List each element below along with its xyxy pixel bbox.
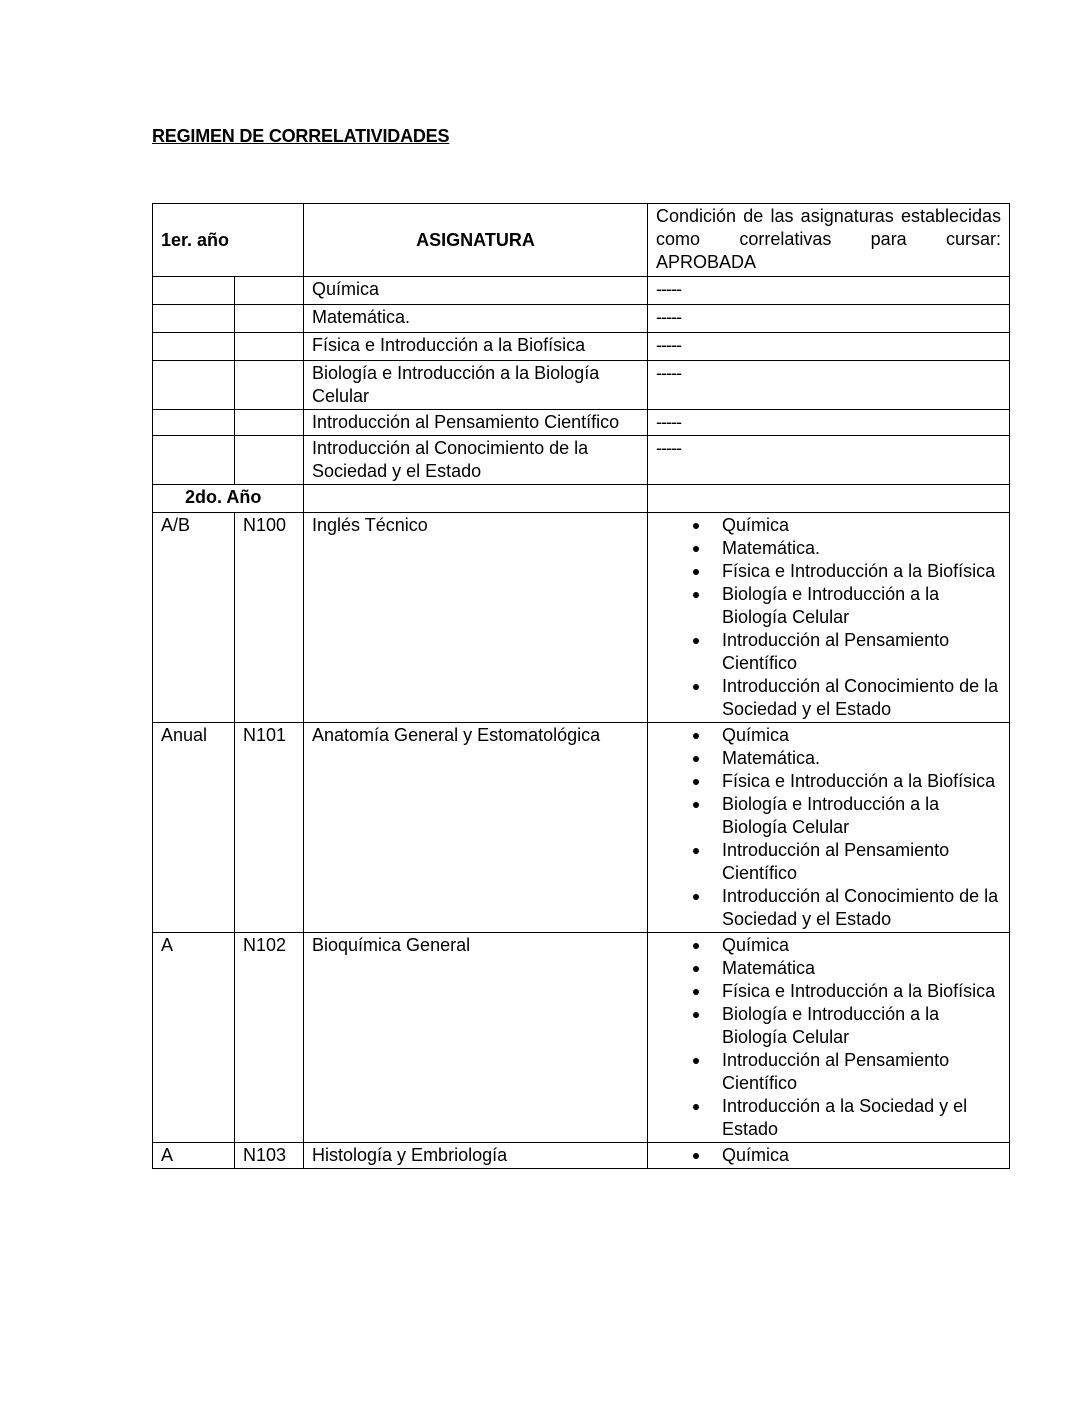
table-row bbox=[153, 410, 1010, 436]
code-cell: N100 bbox=[235, 513, 304, 723]
code-cell bbox=[235, 305, 304, 333]
list-item: Introducción al Conocimiento de la Sociedad y el Estado bbox=[722, 675, 1001, 721]
code-cell bbox=[235, 436, 304, 485]
code-cell: N101 bbox=[235, 723, 304, 933]
list-item: Matemática bbox=[722, 957, 1001, 980]
list-item: Biología e Introducción a la Biología Celular bbox=[722, 1003, 1001, 1049]
subject-cell: Química bbox=[304, 277, 648, 305]
prereq-cell bbox=[648, 723, 1010, 933]
correlatives-table bbox=[152, 203, 1010, 1169]
prereq-cell bbox=[648, 1143, 1010, 1169]
table-row bbox=[153, 1143, 1010, 1169]
condition-cell bbox=[648, 485, 1010, 513]
subject-cell: Física e Introducción a la Biofísica bbox=[304, 333, 648, 361]
condition-cell: ----- bbox=[648, 333, 1010, 361]
list-item: Química bbox=[722, 724, 1001, 747]
condition-cell: ----- bbox=[648, 277, 1010, 305]
subject-cell: Matemática. bbox=[304, 305, 648, 333]
table-row bbox=[153, 333, 1010, 361]
table-row bbox=[153, 277, 1010, 305]
condition-cell: ----- bbox=[648, 410, 1010, 436]
table-row bbox=[153, 436, 1010, 485]
list-item: Matemática. bbox=[722, 747, 1001, 770]
list-item: Introducción al Pensamiento Científico bbox=[722, 629, 1001, 675]
code-cell bbox=[235, 333, 304, 361]
subject-cell: Histología y Embriología bbox=[304, 1143, 648, 1169]
regime-cell bbox=[153, 305, 235, 333]
list-item: Física e Introducción a la Biofísica bbox=[722, 770, 1001, 793]
code-cell bbox=[235, 361, 304, 410]
list-item: Matemática. bbox=[722, 537, 1001, 560]
subject-cell: Biología e Introducción a la Biología Celular bbox=[304, 361, 648, 410]
table-header-row bbox=[153, 204, 1010, 277]
regime-cell: A bbox=[153, 933, 235, 1143]
prereq-list bbox=[656, 934, 1001, 1141]
prereq-list bbox=[656, 1144, 1001, 1167]
subject-cell: Introducción al Conocimiento de la Sociedad y el Estado bbox=[304, 436, 648, 485]
header-year-cell: 1er. año bbox=[153, 204, 304, 277]
regime-cell bbox=[153, 410, 235, 436]
list-item: Química bbox=[722, 514, 1001, 537]
list-item: Física e Introducción a la Biofísica bbox=[722, 560, 1001, 583]
header-subject-cell: ASIGNATURA bbox=[304, 204, 648, 277]
table-row bbox=[153, 513, 1010, 723]
regime-cell bbox=[153, 277, 235, 305]
prereq-list bbox=[656, 724, 1001, 931]
document-title: REGIMEN DE CORRELATIVIDADES bbox=[152, 126, 450, 146]
subject-cell bbox=[304, 485, 648, 513]
list-item: Química bbox=[722, 934, 1001, 957]
table-row bbox=[153, 723, 1010, 933]
subject-cell: Inglés Técnico bbox=[304, 513, 648, 723]
code-cell: N103 bbox=[235, 1143, 304, 1169]
code-cell bbox=[235, 410, 304, 436]
regime-cell bbox=[153, 333, 235, 361]
regime-cell: A bbox=[153, 1143, 235, 1169]
list-item: Biología e Introducción a la Biología Celular bbox=[722, 793, 1001, 839]
prereq-list bbox=[656, 514, 1001, 721]
year-section-label: 2do. Año bbox=[153, 485, 304, 513]
table-row bbox=[153, 933, 1010, 1143]
list-item: Introducción al Pensamiento Científico bbox=[722, 839, 1001, 885]
condition-cell: ----- bbox=[648, 361, 1010, 410]
table-row bbox=[153, 305, 1010, 333]
list-item: Introducción al Conocimiento de la Sociedad y el Estado bbox=[722, 885, 1001, 931]
condition-cell: ----- bbox=[648, 436, 1010, 485]
list-item: Introducción al Pensamiento Científico bbox=[722, 1049, 1001, 1095]
regime-cell bbox=[153, 436, 235, 485]
prereq-cell bbox=[648, 933, 1010, 1143]
subject-cell: Bioquímica General bbox=[304, 933, 648, 1143]
subject-cell: Anatomía General y Estomatológica bbox=[304, 723, 648, 933]
list-item: Introducción a la Sociedad y el Estado bbox=[722, 1095, 1001, 1141]
list-item: Química bbox=[722, 1144, 1001, 1167]
code-cell bbox=[235, 277, 304, 305]
regime-cell: Anual bbox=[153, 723, 235, 933]
regime-cell: A/B bbox=[153, 513, 235, 723]
year-section-row bbox=[153, 485, 1010, 513]
prereq-cell bbox=[648, 513, 1010, 723]
list-item: Física e Introducción a la Biofísica bbox=[722, 980, 1001, 1003]
regime-cell bbox=[153, 361, 235, 410]
header-condition-cell: Condición de las asignaturas establecidas como correlativas para cursar: APROBADA bbox=[648, 204, 1010, 277]
subject-cell: Introducción al Pensamiento Científico bbox=[304, 410, 648, 436]
table-row bbox=[153, 361, 1010, 410]
condition-cell: ----- bbox=[648, 305, 1010, 333]
code-cell: N102 bbox=[235, 933, 304, 1143]
list-item: Biología e Introducción a la Biología Celular bbox=[722, 583, 1001, 629]
